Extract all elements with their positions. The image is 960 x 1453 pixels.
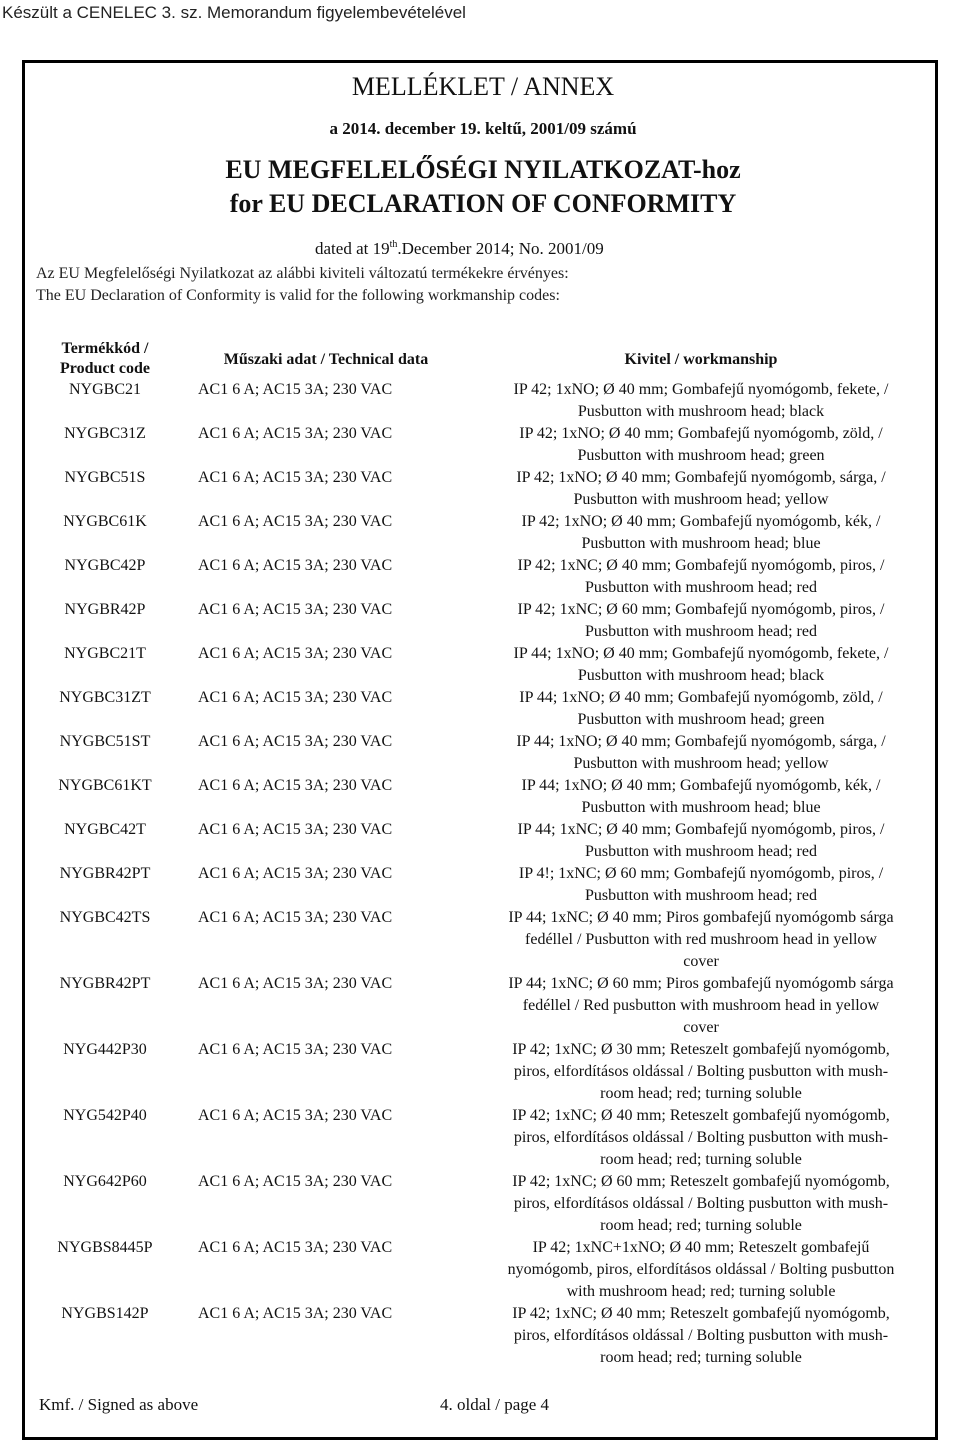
product-code-cell: NYGBC61K (63, 513, 147, 530)
workmanship-line: Pusbutton with mushroom head; black (577, 667, 825, 684)
technical-data-cell: AC1 6 A; AC15 3A; 230 VAC (198, 601, 393, 618)
technical-data-cell: AC1 6 A; AC15 3A; 230 VAC (198, 821, 393, 838)
workmanship-line: Pusbutton with mushroom head; green (577, 447, 825, 464)
workmanship-cell (461, 1303, 941, 1369)
product-code-cell: NYGBC31ZT (59, 689, 151, 706)
intro-text (36, 263, 569, 307)
workmanship-cell (461, 1039, 941, 1105)
column-header-workmanship: Kivitel / workmanship (624, 351, 778, 368)
product-code-cell: NYGBC21T (64, 645, 146, 662)
workmanship-cell (461, 1171, 941, 1237)
technical-data-cell: AC1 6 A; AC15 3A; 230 VAC (198, 1239, 393, 1256)
workmanship-line: Pusbutton with mushroom head; red (585, 887, 817, 904)
annex-title: MELLÉKLET / ANNEX (351, 72, 615, 101)
technical-data-cell: AC1 6 A; AC15 3A; 230 VAC (198, 777, 393, 794)
workmanship-cell (461, 687, 941, 731)
table-row (25, 973, 941, 1039)
workmanship-line: cover (683, 953, 719, 970)
workmanship-line: Pusbutton with mushroom head; yellow (573, 491, 829, 508)
technical-data-cell: AC1 6 A; AC15 3A; 230 VAC (198, 1305, 393, 1322)
intro-english: The EU Declaration of Conformity is valid for the following workmanship codes: (36, 287, 560, 304)
workmanship-line: IP 42; 1xNC+1xNO; Ø 40 mm; Reteszelt gombafejű (532, 1239, 870, 1256)
technical-data-cell: AC1 6 A; AC15 3A; 230 VAC (198, 469, 393, 486)
column-header-code-line1: Termékkód / (61, 340, 149, 357)
workmanship-line: IP 42; 1xNO; Ø 40 mm; Gombafejű nyomógomb, zöld, / (519, 425, 883, 442)
workmanship-line: piros, elfordításos oldással / Bolting pusbutton with mush- (513, 1129, 889, 1146)
table-row (25, 511, 941, 555)
workmanship-line: IP 44; 1xNC; Ø 40 mm; Gombafejű nyomógomb, piros, / (517, 821, 885, 838)
workmanship-cell (461, 555, 941, 599)
column-header-product-code (25, 339, 185, 379)
workmanship-line: IP 44; 1xNC; Ø 40 mm; Piros gombafejű nyomógomb sárga (508, 909, 894, 926)
product-code-cell: NYGBC31Z (64, 425, 146, 442)
technical-data-cell: AC1 6 A; AC15 3A; 230 VAC (198, 557, 393, 574)
product-code-cell: NYGBR42PT (59, 975, 151, 992)
dated-superscript: th (389, 239, 398, 250)
column-header-code-line2: Product code (60, 360, 150, 377)
product-code-cell: NYGBC21 (68, 381, 141, 398)
workmanship-line: IP 44; 1xNO; Ø 40 mm; Gombafejű nyomógomb, sárga, / (516, 733, 886, 750)
dated-suffix: .December 2014; No. 2001/09 (397, 239, 604, 258)
workmanship-line: Pusbutton with mushroom head; blue (581, 535, 821, 552)
product-code-cell: NYGBC42TS (59, 909, 151, 926)
table-row (25, 687, 941, 731)
workmanship-line: room head; red; turning soluble (600, 1085, 802, 1102)
table-row (25, 599, 941, 643)
table-row (25, 643, 941, 687)
table-row (25, 423, 941, 467)
annex-frame (22, 60, 938, 1440)
table-row (25, 1171, 941, 1237)
workmanship-line: room head; red; turning soluble (600, 1151, 802, 1168)
workmanship-line: IP 42; 1xNC; Ø 60 mm; Gombafejű nyomógomb, piros, / (517, 601, 885, 618)
workmanship-line: IP 42; 1xNO; Ø 40 mm; Gombafejű nyomógomb, kék, / (521, 513, 881, 530)
product-code-cell: NYGBR42P (64, 601, 146, 618)
table-row (25, 863, 941, 907)
workmanship-line: nyomógomb, piros, elfordításos oldással / Bolting pusbutton (507, 1261, 895, 1278)
workmanship-cell (461, 819, 941, 863)
product-table (25, 379, 941, 1369)
technical-data-cell: AC1 6 A; AC15 3A; 230 VAC (198, 645, 393, 662)
workmanship-cell (461, 907, 941, 973)
table-row (25, 1303, 941, 1369)
table-row (25, 907, 941, 973)
technical-data-cell: AC1 6 A; AC15 3A; 230 VAC (198, 1107, 393, 1124)
workmanship-line: Pusbutton with mushroom head; black (577, 403, 825, 420)
workmanship-line: Pusbutton with mushroom head; red (585, 623, 817, 640)
table-row (25, 555, 941, 599)
workmanship-line: piros, elfordításos oldással / Bolting pusbutton with mush- (513, 1195, 889, 1212)
technical-data-cell: AC1 6 A; AC15 3A; 230 VAC (198, 975, 393, 992)
declaration-date-line: a 2014. december 19. keltű, 2001/09 számú (329, 119, 637, 138)
column-header-technical-data: Műszaki adat / Technical data (223, 351, 429, 368)
product-code-cell: NYGBC51S (64, 469, 146, 486)
workmanship-line: Pusbutton with mushroom head; red (585, 579, 817, 596)
workmanship-cell (461, 379, 941, 423)
workmanship-cell (461, 731, 941, 775)
table-row (25, 1105, 941, 1171)
title-hungarian: EU MEGFELELŐSÉGI NYILATKOZAT-hoz (225, 155, 741, 184)
product-code-cell: NYGBS8445P (57, 1239, 153, 1256)
technical-data-cell: AC1 6 A; AC15 3A; 230 VAC (198, 733, 393, 750)
workmanship-line: IP 42; 1xNC; Ø 30 mm; Reteszelt gombafejű nyomógomb, (512, 1041, 890, 1058)
product-code-cell: NYGBS142P (61, 1305, 149, 1322)
intro-hungarian: Az EU Megfelelőségi Nyilatkozat az alábbi kiviteli változatú termékekre érvényes: (36, 265, 569, 282)
page-number: 4. oldal / page 4 (440, 1395, 550, 1414)
table-row (25, 467, 941, 511)
workmanship-cell (461, 1237, 941, 1303)
workmanship-cell (461, 775, 941, 819)
technical-data-cell: AC1 6 A; AC15 3A; 230 VAC (198, 909, 393, 926)
workmanship-line: IP 44; 1xNO; Ø 40 mm; Gombafejű nyomógomb, kék, / (521, 777, 881, 794)
technical-data-cell: AC1 6 A; AC15 3A; 230 VAC (198, 513, 393, 530)
document-stamp: Készült a CENELEC 3. sz. Memorandum figyelembevételével (2, 3, 466, 22)
technical-data-cell: AC1 6 A; AC15 3A; 230 VAC (198, 689, 393, 706)
workmanship-cell (461, 643, 941, 687)
signed-note: Kmf. / Signed as above (39, 1395, 199, 1414)
workmanship-line: IP 44; 1xNC; Ø 60 mm; Piros gombafejű nyomógomb sárga (508, 975, 894, 992)
table-row (25, 775, 941, 819)
workmanship-cell (461, 467, 941, 511)
title-english: for EU DECLARATION OF CONFORMITY (229, 189, 737, 218)
workmanship-line: IP 44; 1xNO; Ø 40 mm; Gombafejű nyomógomb, zöld, / (519, 689, 883, 706)
workmanship-line: Pusbutton with mushroom head; green (577, 711, 825, 728)
product-code-cell: NYGBC42P (64, 557, 146, 574)
table-row (25, 1039, 941, 1105)
product-code-cell: NYG542P40 (63, 1107, 147, 1124)
table-row (25, 379, 941, 423)
table-row (25, 819, 941, 863)
technical-data-cell: AC1 6 A; AC15 3A; 230 VAC (198, 425, 393, 442)
workmanship-line: Pusbutton with mushroom head; blue (581, 799, 821, 816)
workmanship-cell (461, 973, 941, 1039)
workmanship-line: Pusbutton with mushroom head; yellow (573, 755, 829, 772)
workmanship-line: IP 42; 1xNO; Ø 40 mm; Gombafejű nyomógomb, fekete, / (513, 381, 889, 398)
product-code-cell: NYGBC61KT (58, 777, 152, 794)
workmanship-line: IP 4!; 1xNC; Ø 60 mm; Gombafejű nyomógomb, piros, / (518, 865, 884, 882)
workmanship-cell (461, 511, 941, 555)
dated-line (315, 233, 604, 261)
workmanship-line: room head; red; turning soluble (600, 1217, 802, 1234)
workmanship-line: IP 42; 1xNC; Ø 40 mm; Gombafejű nyomógomb, piros, / (517, 557, 885, 574)
product-code-cell: NYGBR42PT (59, 865, 151, 882)
workmanship-line: cover (683, 1019, 719, 1036)
workmanship-line: IP 42; 1xNC; Ø 40 mm; Reteszelt gombafejű nyomógomb, (512, 1107, 890, 1124)
technical-data-cell: AC1 6 A; AC15 3A; 230 VAC (198, 1173, 393, 1190)
workmanship-cell (461, 599, 941, 643)
workmanship-line: fedéllel / Red pusbutton with mushroom head in yellow (522, 997, 880, 1014)
technical-data-cell: AC1 6 A; AC15 3A; 230 VAC (198, 865, 393, 882)
product-code-cell: NYGBC42T (64, 821, 146, 838)
workmanship-line: piros, elfordításos oldással / Bolting pusbutton with mush- (513, 1327, 889, 1344)
technical-data-cell: AC1 6 A; AC15 3A; 230 VAC (198, 1041, 393, 1058)
workmanship-line: room head; red; turning soluble (600, 1349, 802, 1366)
workmanship-line: with mushroom head; red; turning soluble (566, 1283, 836, 1300)
workmanship-line: Pusbutton with mushroom head; red (585, 843, 817, 860)
technical-data-cell: AC1 6 A; AC15 3A; 230 VAC (198, 381, 393, 398)
dated-prefix: dated at 19 (315, 239, 390, 258)
product-code-cell: NYG642P60 (63, 1173, 147, 1190)
workmanship-cell (461, 423, 941, 467)
workmanship-line: piros, elfordításos oldással / Bolting pusbutton with mush- (513, 1063, 889, 1080)
workmanship-cell (461, 863, 941, 907)
workmanship-line: IP 42; 1xNC; Ø 40 mm; Reteszelt gombafejű nyomógomb, (512, 1305, 890, 1322)
product-code-cell: NYG442P30 (63, 1041, 147, 1058)
workmanship-line: IP 44; 1xNO; Ø 40 mm; Gombafejű nyomógomb, fekete, / (513, 645, 889, 662)
product-code-cell: NYGBC51ST (59, 733, 151, 750)
table-row (25, 1237, 941, 1303)
workmanship-line: fedéllel / Pusbutton with red mushroom head in yellow (525, 931, 877, 948)
table-row (25, 731, 941, 775)
workmanship-line: IP 42; 1xNC; Ø 60 mm; Reteszelt gombafejű nyomógomb, (512, 1173, 890, 1190)
workmanship-cell (461, 1105, 941, 1171)
workmanship-line: IP 42; 1xNO; Ø 40 mm; Gombafejű nyomógomb, sárga, / (516, 469, 886, 486)
